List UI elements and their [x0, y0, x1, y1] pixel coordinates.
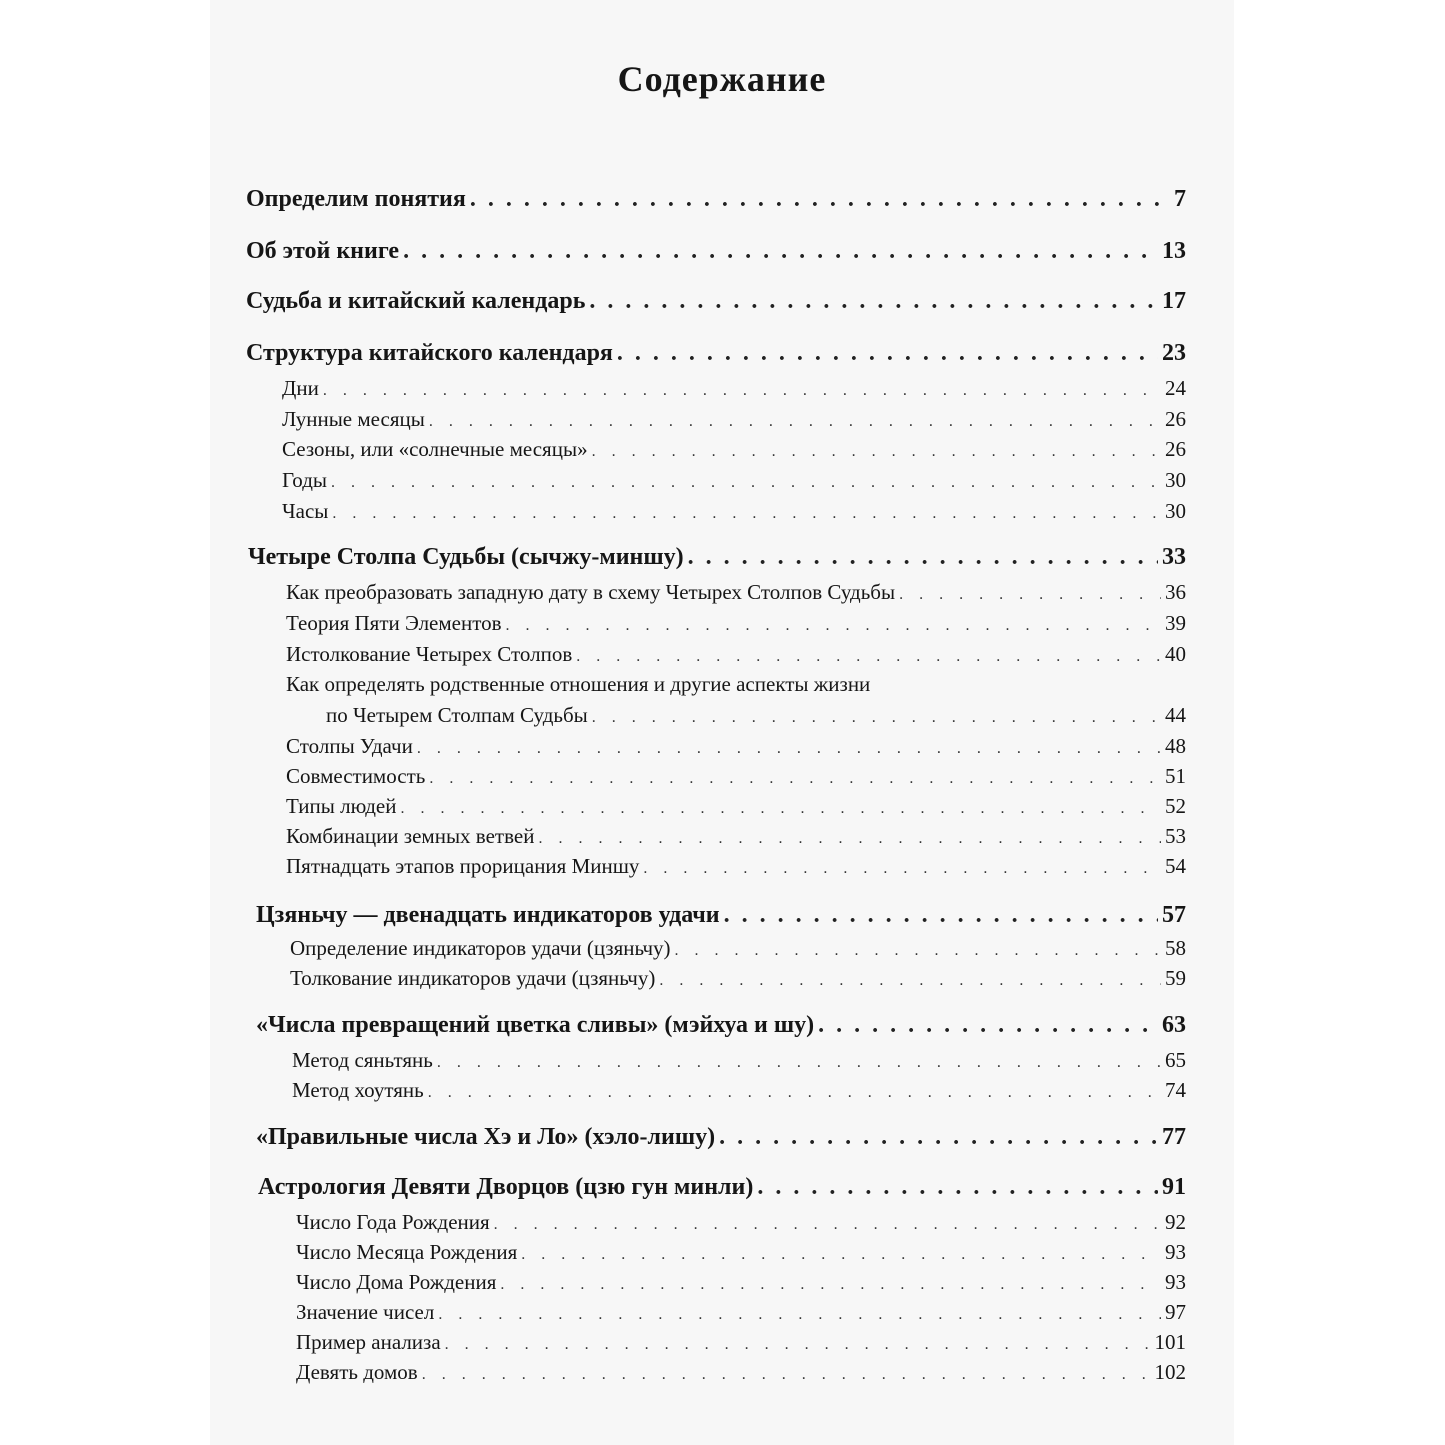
toc-subitem: Определение индикаторов удачи (цзяньчу) . . . 58: [290, 936, 1186, 961]
leader-dots: [688, 544, 1158, 571]
page-number: 53: [1165, 824, 1186, 848]
page-number: 33: [1162, 544, 1186, 570]
toc-chapter: [256, 902, 1186, 929]
leader-dots: [403, 238, 1158, 265]
page-number: 65: [1165, 1048, 1186, 1072]
leader-dots: [323, 382, 1161, 400]
page-number: 74: [1165, 1078, 1186, 1102]
page-number: 54: [1165, 854, 1186, 878]
page-number: 93: [1165, 1240, 1186, 1264]
toc-subitem: Дни . . . 24: [282, 376, 1186, 401]
chapter-title: Об этой книге: [246, 238, 400, 264]
chapter-title: Определим понятия: [246, 186, 466, 212]
toc-subitem: Число Года Рождения . . . 92: [296, 1210, 1186, 1235]
leader-dots: [757, 1174, 1158, 1201]
toc-subitem: Число Месяца Рождения . . . 93: [296, 1240, 1186, 1265]
leader-dots: [332, 505, 1161, 523]
page-number: 51: [1165, 764, 1186, 788]
leader-dots: [494, 1216, 1161, 1234]
toc-subitem: по Четырем Столпам Судьбы . . . 44: [326, 703, 1186, 728]
page-number: 44: [1165, 703, 1186, 727]
leader-dots: [589, 288, 1158, 315]
leader-dots: [643, 860, 1161, 878]
toc-subitem: Как преобразовать западную дату в схему Четырех Столпов Судьбы . . . 36: [286, 580, 1186, 605]
page-number: 102: [1154, 1360, 1186, 1384]
leader-dots: [470, 186, 1170, 213]
page-number: 63: [1162, 1012, 1186, 1038]
leader-dots: [428, 1084, 1161, 1102]
page-number: 17: [1162, 288, 1186, 314]
chapter-title: «Правильные числа Хэ и Ло» (хэло-лишу): [256, 1124, 716, 1150]
page-number: 7: [1174, 186, 1186, 212]
toc-chapter: [258, 1174, 1186, 1201]
leader-dots: [719, 1124, 1158, 1151]
toc-subitem: Девять домов . . . 102: [296, 1360, 1186, 1385]
toc-chapter: [246, 186, 1186, 213]
page-number: 93: [1165, 1270, 1186, 1294]
chapter-title: Четыре Столпа Судьбы (сычжу-миншу): [248, 544, 684, 570]
toc-subitem-line1: Как определять родственные отношения и другие аспекты жизни: [286, 672, 871, 696]
toc-chapter: [246, 288, 1186, 315]
leader-dots: [538, 830, 1161, 848]
toc-subitem: Сезоны, или «солнечные месяцы» . . . 26: [282, 437, 1186, 462]
chapter-title: Цзяньчу — двенадцать индикаторов удачи: [256, 902, 720, 928]
leader-dots: [506, 617, 1161, 635]
toc-subitem: Типы людей . . . 52: [286, 794, 1186, 819]
toc-subitem: Лунные месяцы . . . 26: [282, 407, 1186, 432]
toc-subitem: Пример анализа . . . 101: [296, 1330, 1186, 1355]
toc-subitem: Метод хоутянь . . . 74: [292, 1078, 1186, 1103]
page-number: 97: [1165, 1300, 1186, 1324]
toc-subitem: Истолкование Четырех Столпов . . . 40: [286, 642, 1186, 667]
toc-chapter: [256, 1012, 1186, 1039]
chapter-title: «Числа превращений цветка сливы» (мэйхуа и шу): [256, 1012, 815, 1038]
leader-dots: [818, 1012, 1158, 1039]
page-number: 24: [1165, 376, 1186, 400]
page-number: 30: [1165, 499, 1186, 523]
page-number: 48: [1165, 734, 1186, 758]
page-number: 77: [1162, 1124, 1186, 1150]
leader-dots: [724, 902, 1158, 929]
leader-dots: [675, 942, 1161, 960]
leader-dots: [417, 740, 1161, 758]
leader-dots: [500, 1276, 1161, 1294]
page-number: 40: [1165, 642, 1186, 666]
toc-subitem: Теория Пяти Элементов . . . 39: [286, 611, 1186, 636]
page-number: 36: [1165, 580, 1186, 604]
leader-dots: [576, 648, 1161, 666]
page-number: 57: [1162, 902, 1186, 928]
toc-chapter: [256, 1124, 1186, 1151]
leader-dots: [401, 800, 1162, 818]
leader-dots: [899, 586, 1161, 604]
page-number: 30: [1165, 468, 1186, 492]
page-number: 52: [1165, 794, 1186, 818]
page-number: 101: [1154, 1330, 1186, 1354]
page-number: 58: [1165, 936, 1186, 960]
leader-dots: [331, 474, 1161, 492]
table-of-contents: [210, 0, 1234, 1445]
chapter-title: Структура китайского календаря: [246, 340, 613, 366]
page-number: 39: [1165, 611, 1186, 635]
page-number: 91: [1162, 1174, 1186, 1200]
leader-dots: [429, 413, 1161, 431]
toc-subitem: Столпы Удачи . . . 48: [286, 734, 1186, 759]
toc-subitem: Комбинации земных ветвей . . . 53: [286, 824, 1186, 849]
page-number: 26: [1165, 407, 1186, 431]
leader-dots: [445, 1336, 1151, 1354]
toc-chapter: [248, 544, 1186, 571]
page-number: 23: [1162, 340, 1186, 366]
leader-dots: [438, 1306, 1161, 1324]
leader-dots: [521, 1246, 1161, 1264]
leader-dots: [617, 340, 1158, 367]
toc-subitem: Часы . . . 30: [282, 499, 1186, 524]
chapter-title: Судьба и китайский календарь: [246, 288, 586, 314]
toc-subitem: Значение чисел . . . 97: [296, 1300, 1186, 1325]
leader-dots: [659, 972, 1161, 990]
leader-dots: [429, 770, 1161, 788]
leader-dots: [422, 1366, 1151, 1384]
leader-dots: [592, 709, 1161, 727]
toc-subitem: Число Дома Рождения . . . 93: [296, 1270, 1186, 1295]
page-number: 13: [1162, 238, 1186, 264]
toc-chapter: [246, 238, 1186, 265]
page-number: 92: [1165, 1210, 1186, 1234]
page-number: 26: [1165, 437, 1186, 461]
leader-dots: [437, 1054, 1161, 1072]
toc-subitem: Толкование индикаторов удачи (цзяньчу) . . . 59: [290, 966, 1186, 991]
toc-subitem: Пятнадцать этапов прорицания Миншу . . . 54: [286, 854, 1186, 879]
leader-dots: [592, 443, 1161, 461]
book-page: [210, 0, 1234, 1445]
toc-subitem: Годы . . . 30: [282, 468, 1186, 493]
toc-chapter: [246, 340, 1186, 367]
toc-subitem: Совместимость . . . 51: [286, 764, 1186, 789]
page-number: 59: [1165, 966, 1186, 990]
chapter-title: Астрология Девяти Дворцов (цзю гун минли): [258, 1174, 754, 1200]
page-title: Содержание: [617, 59, 827, 99]
toc-subitem: Метод сяньтянь . . . 65: [292, 1048, 1186, 1073]
